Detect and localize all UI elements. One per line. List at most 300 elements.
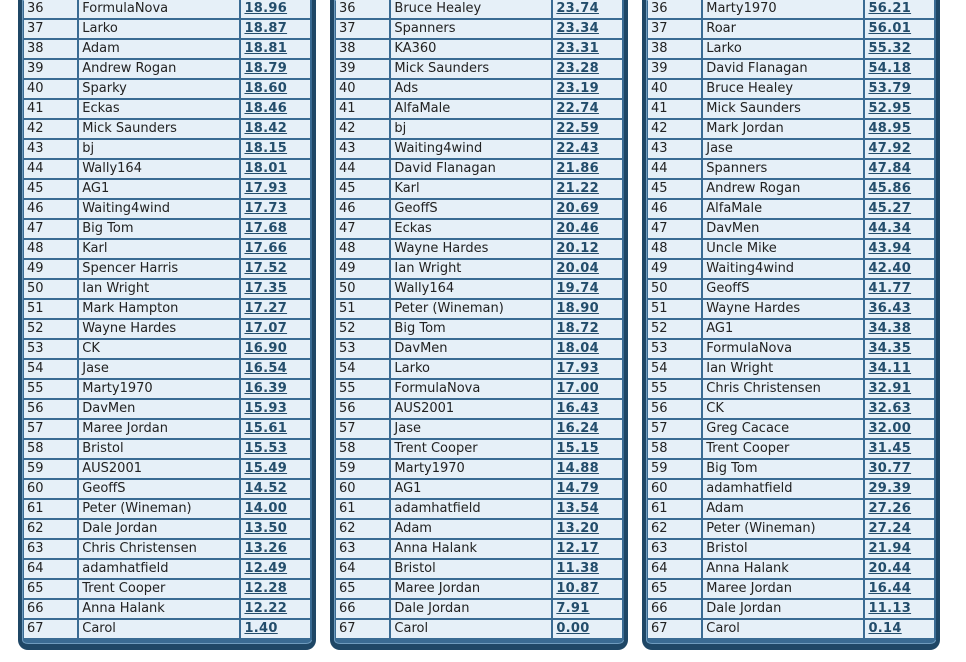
player-name-cell: David Flanagan xyxy=(703,60,865,80)
rank-cell: 36 xyxy=(648,0,703,20)
rank-cell: 50 xyxy=(24,280,79,300)
rank-cell: 41 xyxy=(336,100,391,120)
player-name-cell: bj xyxy=(79,140,241,160)
score-link[interactable]: 15.93 xyxy=(241,400,312,420)
rank-cell: 56 xyxy=(24,400,79,420)
table-row xyxy=(24,540,312,560)
table-row xyxy=(24,360,312,380)
table-row xyxy=(648,320,936,340)
table-row xyxy=(336,480,624,500)
player-name-cell: Jase xyxy=(703,140,865,160)
rank-cell: 43 xyxy=(336,140,391,160)
score-link[interactable]: 17.07 xyxy=(241,320,312,340)
score-link[interactable]: 13.26 xyxy=(241,540,312,560)
table-row xyxy=(336,320,624,340)
table-row xyxy=(24,240,312,260)
leaderboard-panel-2 xyxy=(330,0,628,650)
rank-cell: 41 xyxy=(24,100,79,120)
player-name-cell: Big Tom xyxy=(391,320,553,340)
score-link[interactable]: 13.54 xyxy=(553,500,624,520)
table-row xyxy=(648,220,936,240)
score-link[interactable]: 11.13 xyxy=(865,600,936,620)
score-link[interactable]: 18.72 xyxy=(553,320,624,340)
table-row xyxy=(24,560,312,580)
table-row xyxy=(24,400,312,420)
score-link[interactable]: 45.86 xyxy=(865,180,936,200)
rank-cell: 56 xyxy=(648,400,703,420)
player-name-cell: Bristol xyxy=(703,540,865,560)
rank-cell: 45 xyxy=(336,180,391,200)
score-link[interactable]: 36.43 xyxy=(865,300,936,320)
player-name-cell: Uncle Mike xyxy=(703,240,865,260)
player-name-cell: Maree Jordan xyxy=(391,580,553,600)
table-row xyxy=(24,600,312,620)
rank-cell: 42 xyxy=(336,120,391,140)
table-row xyxy=(336,600,624,620)
score-link[interactable]: 17.68 xyxy=(241,220,312,240)
player-name-cell: KA360 xyxy=(391,40,553,60)
score-link[interactable]: 12.17 xyxy=(553,540,624,560)
rank-cell: 55 xyxy=(336,380,391,400)
score-link[interactable]: 16.24 xyxy=(553,420,624,440)
table-row xyxy=(648,440,936,460)
rank-cell: 48 xyxy=(336,240,391,260)
table-row xyxy=(24,60,312,80)
score-link[interactable]: 32.91 xyxy=(865,380,936,400)
rank-cell: 66 xyxy=(24,600,79,620)
table-row xyxy=(24,300,312,320)
player-name-cell: Mick Saunders xyxy=(391,60,553,80)
player-name-cell: David Flanagan xyxy=(391,160,553,180)
score-link[interactable]: 34.38 xyxy=(865,320,936,340)
table-row xyxy=(24,320,312,340)
table-row xyxy=(336,540,624,560)
player-name-cell: Trent Cooper xyxy=(79,580,241,600)
score-link[interactable]: 34.11 xyxy=(865,360,936,380)
rank-cell: 43 xyxy=(24,140,79,160)
table-row xyxy=(336,420,624,440)
table-row xyxy=(648,340,936,360)
table-row xyxy=(24,460,312,480)
score-link[interactable]: 34.35 xyxy=(865,340,936,360)
player-name-cell: Anna Halank xyxy=(391,540,553,560)
rank-cell: 46 xyxy=(336,200,391,220)
score-link[interactable]: 18.04 xyxy=(553,340,624,360)
rank-cell: 37 xyxy=(24,20,79,40)
player-name-cell: Greg Cacace xyxy=(703,420,865,440)
player-name-cell: Dale Jordan xyxy=(703,600,865,620)
player-name-cell: Wally164 xyxy=(79,160,241,180)
rank-cell: 57 xyxy=(648,420,703,440)
table-row xyxy=(24,140,312,160)
score-link[interactable]: 17.52 xyxy=(241,260,312,280)
player-name-cell: FormulaNova xyxy=(703,340,865,360)
score-link[interactable]: 56.01 xyxy=(865,20,936,40)
player-name-cell: Larko xyxy=(703,40,865,60)
score-link[interactable]: 42.40 xyxy=(865,260,936,280)
player-name-cell: adamhatfield xyxy=(703,480,865,500)
score-link[interactable]: 32.63 xyxy=(865,400,936,420)
rank-cell: 48 xyxy=(24,240,79,260)
score-link[interactable]: 29.39 xyxy=(865,480,936,500)
score-link[interactable]: 7.91 xyxy=(553,600,624,620)
player-name-cell: Adam xyxy=(79,40,241,60)
score-link[interactable]: 27.24 xyxy=(865,520,936,540)
player-name-cell: Big Tom xyxy=(79,220,241,240)
player-name-cell: Eckas xyxy=(391,220,553,240)
score-link[interactable]: 15.49 xyxy=(241,460,312,480)
leaderboard-panel-3 xyxy=(642,0,940,650)
score-link[interactable]: 21.22 xyxy=(553,180,624,200)
score-link[interactable]: 22.59 xyxy=(553,120,624,140)
rank-cell: 67 xyxy=(24,620,79,640)
score-link[interactable]: 20.12 xyxy=(553,240,624,260)
score-link[interactable]: 22.43 xyxy=(553,140,624,160)
rank-cell: 62 xyxy=(648,520,703,540)
player-name-cell: Wally164 xyxy=(391,280,553,300)
player-name-cell: GeoffS xyxy=(79,480,241,500)
score-link[interactable]: 16.54 xyxy=(241,360,312,380)
table-row xyxy=(648,180,936,200)
player-name-cell: Peter (Wineman) xyxy=(79,500,241,520)
score-link[interactable]: 11.38 xyxy=(553,560,624,580)
player-name-cell: Dale Jordan xyxy=(391,600,553,620)
table-row xyxy=(336,340,624,360)
table-row xyxy=(648,260,936,280)
table-row xyxy=(648,400,936,420)
score-link[interactable]: 30.77 xyxy=(865,460,936,480)
rank-cell: 59 xyxy=(24,460,79,480)
rank-cell: 45 xyxy=(24,180,79,200)
player-name-cell: Peter (Wineman) xyxy=(391,300,553,320)
score-link[interactable]: 18.42 xyxy=(241,120,312,140)
table-row xyxy=(336,260,624,280)
rank-cell: 64 xyxy=(336,560,391,580)
score-link[interactable]: 23.34 xyxy=(553,20,624,40)
rank-cell: 49 xyxy=(648,260,703,280)
player-name-cell: Sparky xyxy=(79,80,241,100)
table-row xyxy=(24,160,312,180)
rank-cell: 60 xyxy=(336,480,391,500)
score-link[interactable]: 18.87 xyxy=(241,20,312,40)
player-name-cell: Jase xyxy=(79,360,241,380)
player-name-cell: Chris Christensen xyxy=(703,380,865,400)
player-name-cell: Big Tom xyxy=(703,460,865,480)
rank-cell: 50 xyxy=(336,280,391,300)
player-name-cell: Bristol xyxy=(391,560,553,580)
rank-cell: 63 xyxy=(648,540,703,560)
score-link[interactable]: 41.77 xyxy=(865,280,936,300)
score-link[interactable]: 20.04 xyxy=(553,260,624,280)
score-link[interactable]: 53.79 xyxy=(865,80,936,100)
score-link[interactable]: 17.00 xyxy=(553,380,624,400)
score-link[interactable]: 48.95 xyxy=(865,120,936,140)
rank-cell: 40 xyxy=(336,80,391,100)
score-link[interactable]: 27.26 xyxy=(865,500,936,520)
table-row xyxy=(24,520,312,540)
rank-cell: 40 xyxy=(24,80,79,100)
score-link[interactable]: 22.74 xyxy=(553,100,624,120)
rank-cell: 52 xyxy=(648,320,703,340)
score-link[interactable]: 17.73 xyxy=(241,200,312,220)
rank-cell: 46 xyxy=(24,200,79,220)
score-link[interactable]: 15.53 xyxy=(241,440,312,460)
score-link[interactable]: 18.01 xyxy=(241,160,312,180)
score-link[interactable]: 31.45 xyxy=(865,440,936,460)
score-link[interactable]: 44.34 xyxy=(865,220,936,240)
table-row xyxy=(648,540,936,560)
player-name-cell: AG1 xyxy=(391,480,553,500)
table-row xyxy=(24,420,312,440)
player-name-cell: Adam xyxy=(391,520,553,540)
rank-cell: 67 xyxy=(336,620,391,640)
score-link[interactable]: 45.27 xyxy=(865,200,936,220)
score-link[interactable]: 18.79 xyxy=(241,60,312,80)
score-link[interactable]: 14.00 xyxy=(241,500,312,520)
score-link[interactable]: 14.88 xyxy=(553,460,624,480)
player-name-cell: Wayne Hardes xyxy=(79,320,241,340)
score-link[interactable]: 18.46 xyxy=(241,100,312,120)
rank-cell: 60 xyxy=(24,480,79,500)
table-row xyxy=(648,580,936,600)
player-name-cell: Marty1970 xyxy=(391,460,553,480)
score-link[interactable]: 19.74 xyxy=(553,280,624,300)
player-name-cell: Mick Saunders xyxy=(79,120,241,140)
rank-cell: 63 xyxy=(24,540,79,560)
score-link[interactable]: 55.32 xyxy=(865,40,936,60)
score-link[interactable]: 12.22 xyxy=(241,600,312,620)
player-name-cell: Bruce Healey xyxy=(391,0,553,20)
score-link[interactable]: 52.95 xyxy=(865,100,936,120)
rank-cell: 55 xyxy=(648,380,703,400)
score-link[interactable]: 56.21 xyxy=(865,0,936,20)
player-name-cell: Adam xyxy=(703,500,865,520)
table-row xyxy=(648,100,936,120)
score-link[interactable]: 16.44 xyxy=(865,580,936,600)
score-link[interactable]: 18.81 xyxy=(241,40,312,60)
table-row xyxy=(336,200,624,220)
score-link[interactable]: 21.86 xyxy=(553,160,624,180)
player-name-cell: AUS2001 xyxy=(79,460,241,480)
player-name-cell: DavMen xyxy=(79,400,241,420)
player-name-cell: Anna Halank xyxy=(703,560,865,580)
player-name-cell: Maree Jordan xyxy=(79,420,241,440)
rank-cell: 47 xyxy=(648,220,703,240)
score-link[interactable]: 17.93 xyxy=(553,360,624,380)
player-name-cell: Marty1970 xyxy=(703,0,865,20)
table-row xyxy=(648,160,936,180)
table-row xyxy=(648,120,936,140)
score-link[interactable]: 54.18 xyxy=(865,60,936,80)
score-link[interactable]: 23.31 xyxy=(553,40,624,60)
score-link[interactable]: 23.19 xyxy=(553,80,624,100)
score-link[interactable]: 17.66 xyxy=(241,240,312,260)
table-row xyxy=(336,20,624,40)
player-name-cell: Dale Jordan xyxy=(79,520,241,540)
player-name-cell: AG1 xyxy=(703,320,865,340)
table-row xyxy=(336,220,624,240)
table-row xyxy=(24,200,312,220)
score-link[interactable]: 20.46 xyxy=(553,220,624,240)
rank-cell: 57 xyxy=(24,420,79,440)
rank-cell: 51 xyxy=(648,300,703,320)
score-link[interactable]: 16.43 xyxy=(553,400,624,420)
rank-cell: 43 xyxy=(648,140,703,160)
rank-cell: 53 xyxy=(24,340,79,360)
rank-cell: 64 xyxy=(648,560,703,580)
player-name-cell: Bruce Healey xyxy=(703,80,865,100)
rank-cell: 51 xyxy=(24,300,79,320)
score-link[interactable]: 0.14 xyxy=(865,620,936,640)
player-name-cell: AlfaMale xyxy=(391,100,553,120)
rank-cell: 53 xyxy=(336,340,391,360)
rank-cell: 36 xyxy=(336,0,391,20)
score-link[interactable]: 47.84 xyxy=(865,160,936,180)
table-row xyxy=(24,20,312,40)
player-name-cell: CK xyxy=(79,340,241,360)
score-link[interactable]: 18.96 xyxy=(241,0,312,20)
rank-cell: 42 xyxy=(648,120,703,140)
table-row xyxy=(24,80,312,100)
score-link[interactable]: 13.20 xyxy=(553,520,624,540)
rank-cell: 37 xyxy=(336,20,391,40)
score-link[interactable]: 17.35 xyxy=(241,280,312,300)
player-name-cell: AUS2001 xyxy=(391,400,553,420)
rank-cell: 65 xyxy=(24,580,79,600)
player-name-cell: Waiting4wind xyxy=(79,200,241,220)
rank-cell: 66 xyxy=(336,600,391,620)
score-link[interactable]: 23.28 xyxy=(553,60,624,80)
player-name-cell: Karl xyxy=(391,180,553,200)
player-name-cell: adamhatfield xyxy=(391,500,553,520)
table-row xyxy=(648,0,936,20)
player-name-cell: GeoffS xyxy=(391,200,553,220)
player-name-cell: Mark Hampton xyxy=(79,300,241,320)
rank-cell: 38 xyxy=(24,40,79,60)
score-link[interactable]: 17.93 xyxy=(241,180,312,200)
player-name-cell: Marty1970 xyxy=(79,380,241,400)
score-link[interactable]: 15.15 xyxy=(553,440,624,460)
score-link[interactable]: 18.60 xyxy=(241,80,312,100)
score-link[interactable]: 1.40 xyxy=(241,620,312,640)
score-link[interactable]: 23.74 xyxy=(553,0,624,20)
rank-cell: 56 xyxy=(336,400,391,420)
score-link[interactable]: 10.87 xyxy=(553,580,624,600)
rank-cell: 45 xyxy=(648,180,703,200)
rank-cell: 52 xyxy=(24,320,79,340)
player-name-cell: FormulaNova xyxy=(79,0,241,20)
table-row xyxy=(336,360,624,380)
score-link[interactable]: 17.27 xyxy=(241,300,312,320)
table-row xyxy=(336,520,624,540)
score-link[interactable]: 14.79 xyxy=(553,480,624,500)
rank-cell: 54 xyxy=(336,360,391,380)
score-link[interactable]: 12.49 xyxy=(241,560,312,580)
player-name-cell: Roar xyxy=(703,20,865,40)
score-link[interactable]: 21.94 xyxy=(865,540,936,560)
table-row xyxy=(336,380,624,400)
leaderboard-panel-1 xyxy=(18,0,316,650)
table-row xyxy=(24,340,312,360)
score-link[interactable]: 14.52 xyxy=(241,480,312,500)
table-row xyxy=(648,80,936,100)
rank-cell: 39 xyxy=(24,60,79,80)
rank-cell: 57 xyxy=(336,420,391,440)
player-name-cell: CK xyxy=(703,400,865,420)
player-name-cell: DavMen xyxy=(391,340,553,360)
score-link[interactable]: 32.00 xyxy=(865,420,936,440)
score-link[interactable]: 18.15 xyxy=(241,140,312,160)
rank-cell: 54 xyxy=(24,360,79,380)
player-name-cell: Mick Saunders xyxy=(703,100,865,120)
player-name-cell: AlfaMale xyxy=(703,200,865,220)
score-link[interactable]: 20.44 xyxy=(865,560,936,580)
rank-cell: 59 xyxy=(336,460,391,480)
player-name-cell: bj xyxy=(391,120,553,140)
score-link[interactable]: 15.61 xyxy=(241,420,312,440)
score-link[interactable]: 20.69 xyxy=(553,200,624,220)
table-row xyxy=(336,140,624,160)
rank-cell: 49 xyxy=(24,260,79,280)
leaderboard-table-3 xyxy=(648,0,936,640)
table-row xyxy=(24,180,312,200)
player-name-cell: Andrew Rogan xyxy=(79,60,241,80)
score-link[interactable]: 16.90 xyxy=(241,340,312,360)
rank-cell: 62 xyxy=(336,520,391,540)
player-name-cell: Andrew Rogan xyxy=(703,180,865,200)
player-name-cell: Waiting4wind xyxy=(391,140,553,160)
table-row xyxy=(24,440,312,460)
table-row xyxy=(336,180,624,200)
rank-cell: 49 xyxy=(336,260,391,280)
rank-cell: 41 xyxy=(648,100,703,120)
table-row xyxy=(648,560,936,580)
rank-cell: 47 xyxy=(24,220,79,240)
player-name-cell: Larko xyxy=(79,20,241,40)
score-link[interactable]: 13.50 xyxy=(241,520,312,540)
table-row xyxy=(336,500,624,520)
table-row xyxy=(648,500,936,520)
rank-cell: 67 xyxy=(648,620,703,640)
player-name-cell: Bristol xyxy=(79,440,241,460)
score-link[interactable]: 43.94 xyxy=(865,240,936,260)
rank-cell: 58 xyxy=(336,440,391,460)
table-row xyxy=(648,620,936,640)
player-name-cell: Jase xyxy=(391,420,553,440)
table-row xyxy=(648,460,936,480)
rank-cell: 46 xyxy=(648,200,703,220)
score-link[interactable]: 47.92 xyxy=(865,140,936,160)
table-row xyxy=(24,580,312,600)
score-link[interactable]: 18.90 xyxy=(553,300,624,320)
table-row xyxy=(336,240,624,260)
leaderboard-table-1 xyxy=(24,0,312,640)
table-row xyxy=(24,40,312,60)
table-row xyxy=(336,620,624,640)
player-name-cell: Spanners xyxy=(391,20,553,40)
player-name-cell: Spencer Harris xyxy=(79,260,241,280)
score-link[interactable]: 12.28 xyxy=(241,580,312,600)
score-link[interactable]: 16.39 xyxy=(241,380,312,400)
table-row xyxy=(648,420,936,440)
player-name-cell: Anna Halank xyxy=(79,600,241,620)
score-link[interactable]: 0.00 xyxy=(553,620,624,640)
rank-cell: 44 xyxy=(648,160,703,180)
table-row xyxy=(648,360,936,380)
rank-cell: 61 xyxy=(336,500,391,520)
rank-cell: 63 xyxy=(336,540,391,560)
table-row xyxy=(336,300,624,320)
